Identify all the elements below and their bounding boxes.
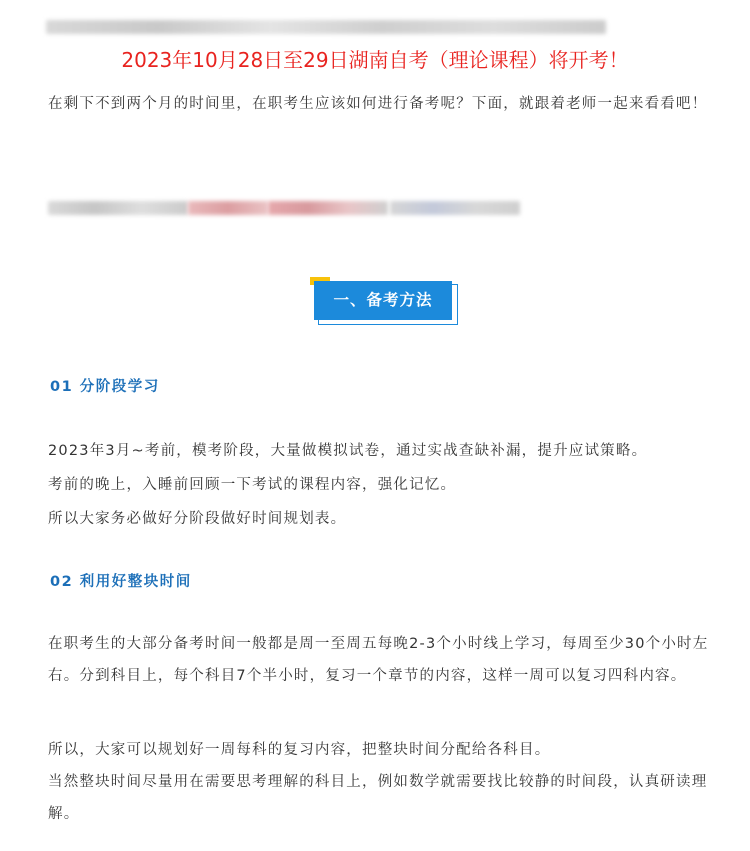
sub2-paragraph-1: 在职考生的大部分备考时间一般都是周一至周五每晚2-3个小时线上学习，每周至少30个小时左右。分到科目上，每个科目7个半小时，复习一个章节的内容，这样一周可以复习四科内容。 (48, 636, 709, 684)
sub2-paragraph-3: 当然整块时间尽量用在需要思考理解的科目上，例如数学就需要找比较静的时间段，认真研读理解。 (48, 774, 708, 822)
sub2-paragraph-2: 所以，大家可以规划好一周每科的复习内容，把整块时间分配给各科目。 (48, 742, 551, 758)
sub1-line-1: 2023年3月~考前，模考阶段，大量做模拟试卷，通过实战查缺补漏，提升应试策略。 (48, 443, 648, 459)
section-title-box (310, 277, 456, 325)
section-title: 一、备考方法 (314, 281, 452, 320)
intro-paragraph: 在剩下不到两个月的时间里，在职考生应该如何进行备考呢？下面，就跟着老师一起来看看吧！ (48, 96, 708, 112)
sub1-line-3: 所以大家务必做好分阶段做好时间规划表。 (48, 511, 347, 527)
headline: 2023年10月28日至29日湖南自考（理论课程）将开考！ (121, 48, 629, 72)
subheading-01: 01 分阶段学习 (50, 379, 160, 395)
subheading-02: 02 利用好整块时间 (50, 574, 192, 590)
sub1-line-2: 考前的晚上，入睡前回顾一下考试的课程内容，强化记忆。 (48, 477, 457, 493)
